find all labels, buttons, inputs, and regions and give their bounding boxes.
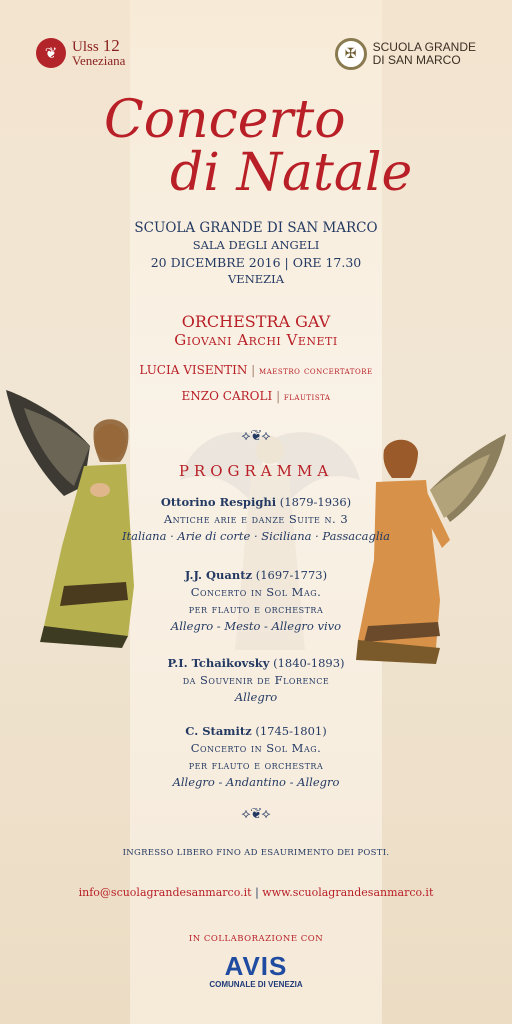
avis-logo: [200, 952, 312, 989]
contacts: info@scuolagrandesanmarco.it | www.scuolagrandesanmarco.it: [78, 886, 434, 899]
email-link[interactable]: info@scuolagrandesanmarco.it: [78, 886, 252, 899]
ulss-line1-a: Ulss: [72, 39, 99, 55]
orchestra-block: [100, 313, 412, 349]
work-title: Concerto in Sol Mag.: [190, 585, 322, 599]
website-link[interactable]: www.scuolagrandesanmarco.it: [262, 886, 434, 899]
title-line2: di Natale: [170, 143, 413, 203]
ulss-line1-b: 12: [102, 36, 120, 55]
performer-role: flautista: [283, 392, 331, 403]
performer-row: LUCIA VISENTIN | maestro concertatore: [139, 363, 373, 377]
scuola-seal-icon: ✠: [335, 38, 367, 70]
avis-logo-text: AVIS: [224, 951, 288, 981]
venue-block: [100, 220, 412, 288]
program-item: [110, 494, 402, 545]
flourish-ornament-icon: ⟡❦⟡: [241, 806, 271, 822]
performer-role: maestro concertatore: [259, 366, 373, 377]
composer-dates: (1745-1801): [255, 724, 327, 738]
work-detail: per flauto e orchestra: [188, 602, 324, 616]
work-title: Antiche arie e danze Suite n. 3: [163, 512, 349, 526]
program-item: [110, 655, 402, 706]
performers-block: [100, 358, 412, 410]
ulss-line2: Veneziana: [72, 53, 126, 68]
program-item: [110, 567, 402, 635]
composer-name: J.J. Quantz: [184, 568, 253, 582]
venue-line2: SALA DEGLI ANGELI: [192, 238, 320, 252]
venue-line3: 20 DICEMBRE 2016 | ORE 17.30: [150, 255, 362, 270]
composer-name: C. Stamitz: [185, 724, 252, 738]
avis-subtitle: COMUNALE DI VENEZIA: [209, 980, 303, 989]
venue-line1: SCUOLA GRANDE DI SAN MARCO: [134, 220, 378, 236]
ulss-logo: [36, 38, 125, 68]
title-line1: Concerto: [104, 90, 346, 150]
performer-name: ENZO CAROLI: [181, 389, 273, 403]
orchestra-full: Giovani Archi Veneti: [174, 331, 338, 349]
composer-dates: (1697-1773): [255, 568, 328, 582]
programma-heading: PROGRAMMA: [178, 462, 334, 480]
flourish-ornament-icon: ⟡❦⟡: [241, 428, 271, 444]
lion-seal-icon: ❦: [36, 38, 66, 68]
movements: Allegro - Mesto - Allegro vivo: [170, 619, 342, 633]
composer-dates: (1840-1893): [273, 656, 345, 670]
scuola-logo: [335, 38, 476, 70]
work-title: da Souvenir de Florence: [182, 673, 330, 687]
movements: Allegro: [234, 690, 278, 704]
venue-line4: VENEZIA: [228, 272, 284, 286]
orchestra-name: ORCHESTRA GAV: [181, 312, 331, 331]
scuola-line2: DI SAN MARCO: [372, 53, 461, 67]
program-item: [110, 723, 402, 791]
collab-label: IN COLLABORAZIONE CON: [188, 934, 324, 944]
movements: Allegro - Andantino - Allegro: [172, 775, 340, 789]
scuola-line1: SCUOLA GRANDE: [372, 40, 476, 54]
composer-dates: (1879-1936): [279, 495, 352, 509]
performer-name: LUCIA VISENTIN: [139, 363, 248, 377]
entry-notice: INGRESSO LIBERO FINO AD ESAURIMENTO DEI POSTI.: [122, 848, 390, 858]
movements: Italiana · Arie di corte · Siciliana · Passacaglia: [121, 529, 391, 543]
composer-name: Ottorino Respighi: [160, 495, 277, 509]
work-title: Concerto in Sol Mag.: [190, 741, 322, 755]
work-detail: per flauto e orchestra: [188, 758, 324, 772]
composer-name: P.I. Tchaikovsky: [167, 656, 270, 670]
performer-row: ENZO CAROLI | flautista: [181, 389, 331, 403]
